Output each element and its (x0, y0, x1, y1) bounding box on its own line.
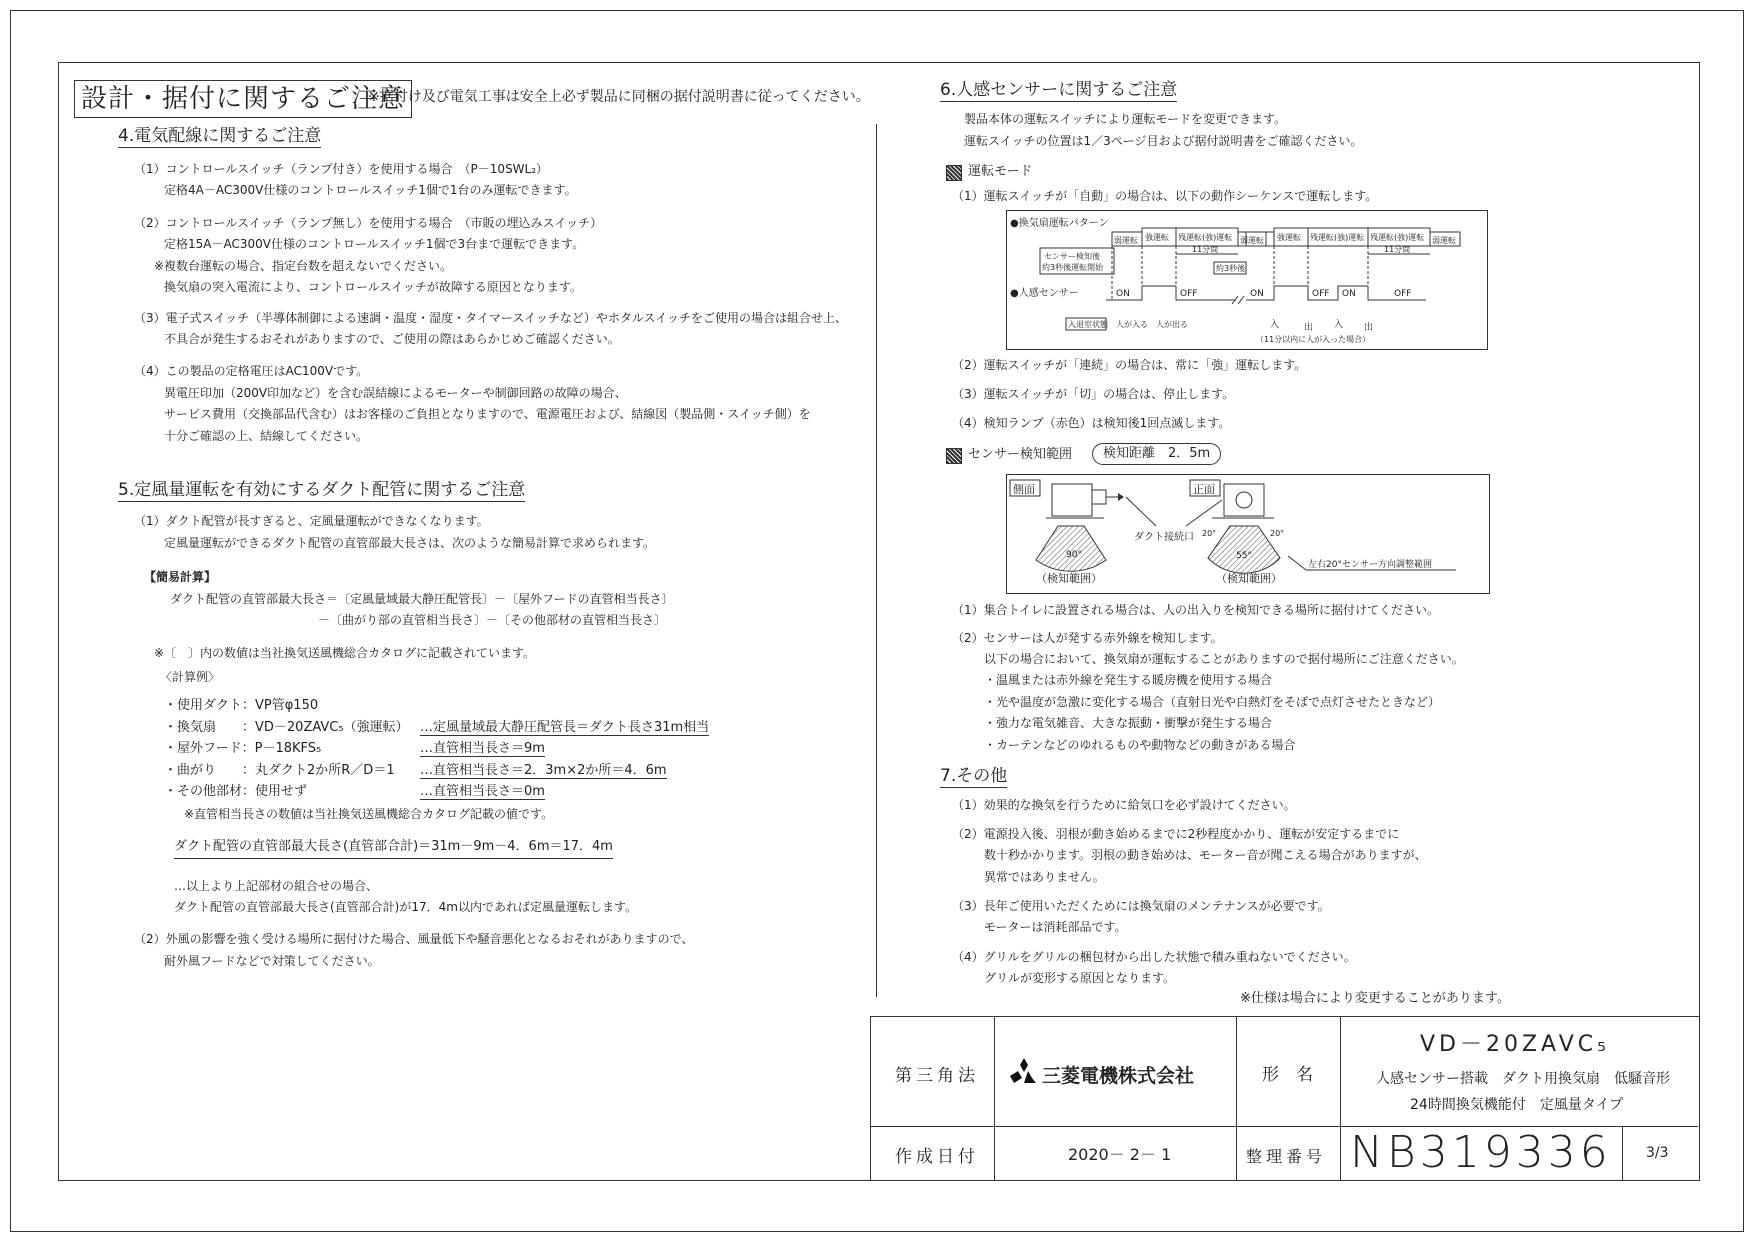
model-number: VD－20ZAVC₅ (1420, 1032, 1610, 1057)
seq-delay-note: センサー検知後 (1044, 252, 1100, 261)
example-value: …直管相当長さ＝0m (420, 784, 545, 799)
range-line: ・カーテンなどのゆれるものや動物などの動きがある場合 (984, 738, 1296, 752)
s4-line: サービス費用（交換部品代含む）はお客様のご負担となりますので、電源電圧および、結線図（製品側・スイッチ側）を (164, 407, 811, 421)
seq-delay-note: 約3秒後運転開始 (1042, 263, 1104, 272)
seq-within: （11分以内に人が入った場合） (1256, 335, 1371, 344)
column-divider (876, 124, 877, 997)
seq-out: 出 (1304, 323, 1314, 333)
range-title: センサー検知範囲 (968, 447, 1073, 462)
seq-strong: 強運転 (1277, 233, 1301, 242)
mode-title: 運転モード (968, 164, 1033, 179)
range-line: ・光や温度が急激に変化する場合（直射日光や白熱灯をそばで点灯させたときなど） (984, 695, 1441, 709)
section-4-title: 4.電気配線に関するご注意 (118, 126, 322, 146)
seq-enter-exit: 人が入る 人が出る (1116, 320, 1188, 329)
seq-out: 出 (1364, 323, 1374, 333)
document-number: NB319336 (1350, 1127, 1612, 1178)
model-desc: 24時間換気機能付 定風量タイプ (1410, 1097, 1624, 1113)
range-line: ・強力な電気雑音、大きな振動・衝撃が発生する場合 (984, 716, 1273, 730)
s5-line: （2）外風の影響を強く受ける場所に据付けた場合、風量低下や騒音悪化となるおそれがありますので、 (134, 932, 694, 946)
seq-off: OFF (1312, 289, 1330, 299)
tb-vline (1236, 1016, 1237, 1180)
seq-on: ON (1116, 289, 1130, 299)
range-front-label: 正面 (1193, 483, 1215, 496)
date-label: 作成日付 (895, 1147, 979, 1167)
section-7-title: 7.その他 (940, 766, 1008, 786)
seq-strong: 強運転 (1145, 233, 1169, 242)
range-side-label: 側面 (1013, 483, 1035, 496)
s4-line: （3）電子式スイッチ（半導体制御による速調・温度・湿度・タイマースイッチなど）やホタルスイッチをご使用の場合は組合せ上、 (134, 311, 848, 325)
tb-vline (994, 1016, 995, 1180)
seq-off: OFF (1394, 289, 1412, 299)
model-label: 形 名 (1262, 1065, 1313, 1085)
s5-line: 定風量運転ができるダクト配管の直管部最大長さは、次のような簡易計算で求められます。 (164, 536, 656, 550)
range-duct-label: ダクト接続口 (1134, 532, 1194, 543)
s5-note: ※直管相当長さの数値は当社換気送風機総合カタログ記載の値です。 (184, 807, 554, 821)
conclusion: ダクト配管の直管部最大長さ(直管部合計)が17．4m以内であれば定風量運転します。 (174, 900, 638, 914)
hatch-square-icon (946, 165, 962, 181)
s4-line: 定格15A－AC300V仕様のコントロールスイッチ1個で3台まで運転できます。 (164, 237, 585, 251)
range-angle-20: 20° (1202, 529, 1217, 538)
range-line: ・温風または赤外線を発生する暖房機を使用する場合 (984, 673, 1273, 687)
company-name: 三菱電機株式会社 (1042, 1065, 1195, 1087)
s4-line: （2）コントロールスイッチ（ランプ無し）を使用する場合 （市販の埋込みスイッチ） (134, 216, 603, 230)
s7-line: モーターは消耗部品です。 (984, 920, 1127, 934)
seq-weak: 弱運転 (1432, 236, 1456, 245)
conclusion: …以上より上記部材の組合せの場合、 (174, 879, 379, 893)
s7-line: （1）効果的な換気を行うために給気口を必ず設けてください。 (952, 798, 1296, 812)
s5-note: ※〔 〕内の数値は当社換気送風機総合カタログに記載されています。 (154, 646, 536, 660)
mode-line: （2）運転スイッチが「連続」の場合は、常に「強」運転します。 (952, 358, 1307, 372)
operation-sequence-diagram (1006, 210, 1488, 350)
calc-line: ダクト配管の直管部最大長さ＝〔定風量域最大静圧配管長〕－〔屋外フードの直管相当長さ〕 (170, 592, 674, 606)
seq-weak: 弱運転 (1114, 236, 1138, 245)
example-label: ・換気扇 ：VD－20ZAVC₅（強運転） (164, 720, 409, 735)
seq-in: 入 (1334, 320, 1344, 330)
s7-line: 数十秒かかります。羽根の動き始めは、モーター音が聞こえる場合がありますが、 (984, 848, 1427, 862)
spec-note: ※仕様は場合により変更することがあります。 (1240, 991, 1510, 1006)
header-title: 設計・据付に関するご注意 (74, 80, 412, 118)
mode-line: （4）検知ランプ（赤色）は検知後1回点滅します。 (952, 416, 1231, 430)
mode-line: （3）運転スイッチが「切」の場合は、停止します。 (952, 387, 1235, 401)
seq-pattern-label: ●換気扇運転パターン (1010, 218, 1109, 229)
mitsubishi-logo-icon (1010, 1058, 1038, 1088)
s7-line: （2）電源投入後、羽根が動き始めるまでに2秒程度かかり、運転が安定するまでに (952, 827, 1400, 841)
calc-heading: 【簡易計算】 (144, 570, 217, 584)
s5-line: （1）ダクト配管が長すぎると、定風量運転ができなくなります。 (134, 514, 489, 528)
calc-line: －〔曲がり部の直管相当長さ〕－〔その他部材の直管相当長さ〕 (318, 613, 667, 627)
section-5-title: 5.定風量運転を有効にするダクト配管に関するご注意 (118, 480, 526, 500)
example-value: …定風量域最大静圧配管長＝ダクト長さ31m相当 (420, 720, 710, 735)
creation-date: 2020－ 2－ 1 (1068, 1145, 1172, 1164)
example-label: ・屋外フード：P－18KFS₅ (164, 741, 322, 756)
seq-on: ON (1342, 289, 1356, 299)
range-det-label: （検知範囲） (1216, 572, 1282, 585)
range-badge: 検知距離 2．5m (1092, 443, 1221, 465)
s5-line: 耐外風フードなどで対策してください。 (164, 954, 380, 968)
range-angle-90: 90° (1066, 550, 1082, 560)
mode-line: （1）運転スイッチが「自動」の場合は、以下の動作シーケンスで運転します。 (952, 189, 1378, 203)
example-heading: 〈計算例〉 (160, 670, 221, 684)
seq-3sec: 約3秒後 (1216, 264, 1246, 273)
seq-in: 入 (1270, 320, 1280, 330)
hatch-square-icon (946, 448, 962, 464)
s4-line: 換気扇の突入電流により、コントロールスイッチが故障する原因となります。 (164, 280, 582, 294)
tb-vline (1340, 1016, 1341, 1180)
range-det-label: （検知範囲） (1036, 572, 1102, 585)
s7-line: グリルが変形する原因となります。 (984, 971, 1176, 985)
seq-residual: 残運転(強)運転 (1370, 233, 1425, 242)
seq-residual: 残運転(強)運転 (1178, 233, 1233, 242)
example-value: …直管相当長さ＝2．3m×2か所＝4．6m (420, 763, 667, 778)
seq-room-label: 入退室状態 (1068, 320, 1108, 329)
range-line: （2）センサーは人が発する赤外線を検知します。 (952, 631, 1223, 645)
calc-result: ダクト配管の直管部最大長さ(直管部合計)＝31m－9m－4．6m＝17．4m (174, 840, 613, 859)
seq-sensor-label: ●人感センサー (1010, 288, 1079, 299)
range-adjust-label: 左右20°センサー方向調整範囲 (1308, 560, 1432, 570)
seq-11min: 11分間 (1192, 245, 1219, 254)
range-line: 以下の場合において、換気扇が運転することがありますので据付場所にご注意ください。 (984, 652, 1464, 666)
seq-11min: 11分間 (1384, 245, 1411, 254)
section-6-title: 6.人感センサーに関するご注意 (940, 80, 1178, 100)
page-number: 3/3 (1646, 1145, 1669, 1161)
s4-line: （1）コントロールスイッチ（ランプ付き）を使用する場合 （P－10SWL₂） (134, 162, 549, 176)
seq-on: ON (1250, 289, 1264, 299)
seq-weak: 弱運転 (1240, 236, 1264, 245)
s4-line: 十分ご確認の上、結線してください。 (164, 429, 369, 443)
header-note: ※据付け及び電気工事は安全上必ず製品に同梱の据付説明書に従ってください。 (368, 89, 870, 105)
tb-vline (1622, 1126, 1623, 1180)
example-label: ・曲がり ：丸ダクト2か所R／D＝1 (164, 763, 395, 778)
example-label: ・その他部材：使用せず (164, 784, 308, 799)
seq-residual: 残運転(強)運転 (1310, 233, 1365, 242)
range-angle-55: 55° (1236, 551, 1252, 561)
example-value: …直管相当長さ＝9m (420, 741, 545, 756)
example-label: ・使用ダクト：VP管φ150 (164, 698, 319, 713)
s4-line: （4）この製品の定格電圧はAC100Vです。 (134, 364, 369, 378)
s6-intro: 製品本体の運転スイッチにより運転モードを変更できます。 (964, 112, 1287, 126)
model-desc: 人感センサー搭載 ダクト用換気扇 低騒音形 (1376, 1071, 1670, 1087)
detection-range-diagram (1006, 474, 1490, 594)
s4-line: 定格4A－AC300V仕様のコントロールスイッチ1個で1台のみ運転できます。 (164, 183, 577, 197)
s4-line: 不具合が発生するおそれがありますので、ご使用の際はあらかじめご確認ください。 (164, 332, 620, 346)
s7-line: 異常ではありません。 (984, 870, 1105, 884)
s7-line: （4）グリルをグリルの梱包材から出した状態で積み重ねないでください。 (952, 950, 1356, 964)
projection-label: 第三角法 (895, 1066, 979, 1086)
s4-line: ※複数台運転の場合、指定台数を超えないでください。 (154, 259, 453, 273)
s6-intro: 運転スイッチの位置は1／3ページ目および据付説明書をご確認ください。 (964, 134, 1363, 148)
seq-off: OFF (1180, 289, 1198, 299)
range-angle-20: 20° (1270, 529, 1285, 538)
s4-line: 異電圧印加（200V印加など）を含む誤結線によるモーターや制御回路の故障の場合、 (164, 386, 627, 400)
s7-line: （3）長年ご使用いただくためには換気扇のメンテナンスが必要です。 (952, 899, 1330, 913)
number-label: 整理番号 (1246, 1147, 1327, 1166)
range-line: （1）集合トイレに設置される場合は、人の出入りを検知できる場所に据付けてください。 (952, 603, 1440, 617)
